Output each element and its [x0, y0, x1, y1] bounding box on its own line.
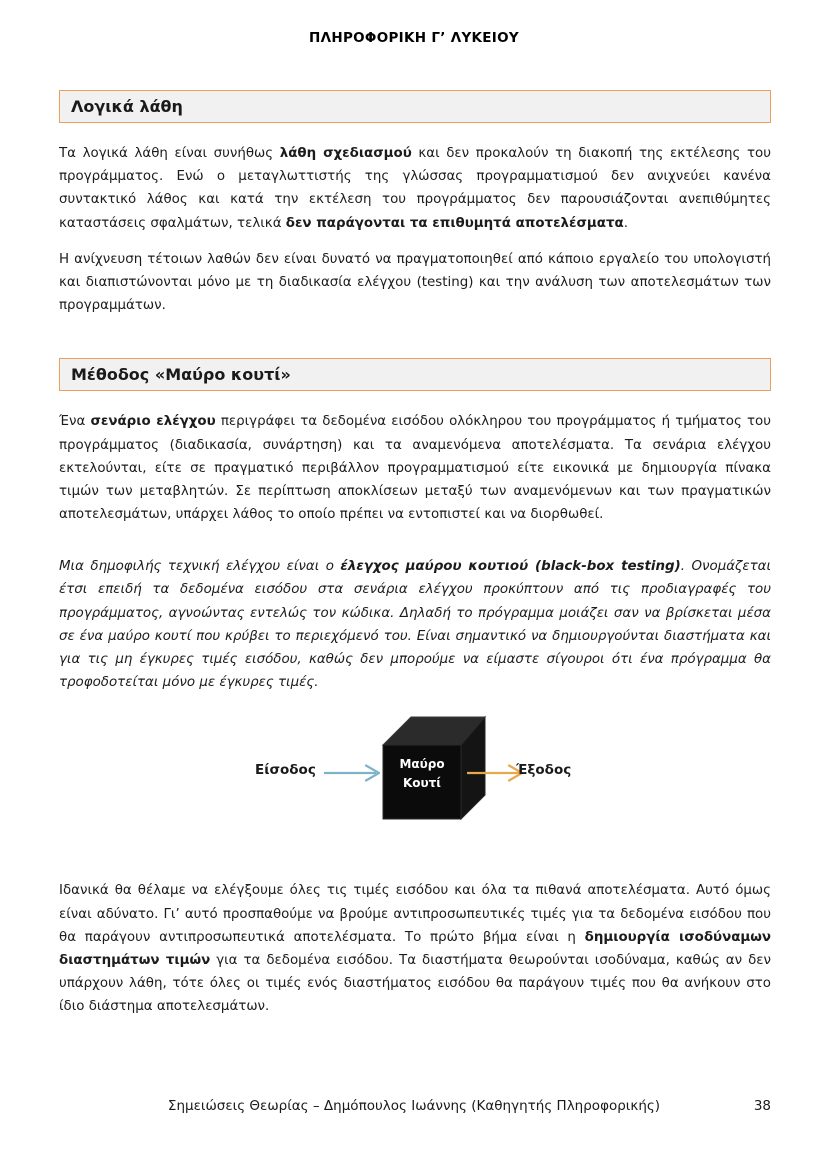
figure-output-label: Έξοδος — [516, 762, 572, 779]
paragraph-test-scenario — [59, 410, 771, 526]
text-run: . Ονομάζεται έτσι επειδή τα δεδομένα εισόδου στα σενάρια ελέγχου προκύπτουν από τις προδιαγραφές του προγράμματος, αγνοώντας εντελώς τον κώδικα. Δηλαδή το πρόγραμμα μοιάζει σαν να βρίσκεται μέσα σε ένα μαύρο κουτί που κρύβει το περιεχόμενό του. Είναι σημαντικό να δημιουργούνται διαστήματα και για τις μη έγκυρες τιμές εισόδου, καθώς δεν μπορούμε να είμαστε σίγουροι ότι ένα πρόγραμμα θα τροφοδοτείται μόνο με έγκυρες τιμές. — [59, 559, 772, 691]
spacer — [59, 835, 771, 879]
paragraph-black-box-testing — [59, 555, 771, 694]
spacer — [59, 330, 771, 358]
section-title: Λογικά λάθη — [71, 96, 183, 116]
text-run-bold: σενάριο ελέγχου — [90, 414, 216, 430]
text-run: Ένα — [59, 414, 91, 430]
text-run-bold: δεν παράγονται τα επιθυμητά αποτελέσματα — [285, 215, 624, 231]
document-content — [59, 90, 771, 1032]
text-run: Τα λογικά λάθη είναι συνήθως — [59, 146, 280, 161]
text-run-bold: έλεγχος μαύρου κουτιού (black-box testing) — [340, 559, 681, 575]
text-run: περιγράφει τα δεδομένα εισόδου ολόκληρου του προγράμματος ή τμήματος του προγράμματος (διαδικασία, συνάρτηση) και τα αναμενόμενα αποτελέσματα. Τα σενάρια ελέγχου εκτελούνται, είτε σε πραγματικό περιβάλλον προγραμματισμού είτε εικονικά με δημιουργία πίνακα τιμών των μεταβλητών. Σε περίπτωση αποκλίσεων μεταξύ των αναμενόμενων και των πραγματικών αποτελεσμάτων, υπάρχει λάθος το οποίο πρέπει να εντοπιστεί και να διορθωθεί. — [59, 414, 771, 523]
text-run: Μια δημοφιλής τεχνική ελέγχου είναι ο — [59, 559, 341, 575]
text-run: Η ανίχνευση τέτοιων λαθών δεν είναι δυνατό να πραγματοποιηθεί από κάποιο εργαλείο του υπολογιστή και διαπιστώνονται μόνο με τη διαδικασία ελέγχου (testing) και την ανάλυση των αποτελεσμάτων των προγραμμάτων. — [59, 251, 771, 314]
page-number: 38 — [753, 1098, 771, 1114]
text-run: για τα δεδομένα εισόδου. Τα διαστήματα θεωρούνται ισοδύναμα, καθώς αν δεν υπάρχουν λάθη, τότε όλες οι τιμές ενός διαστήματος εισόδου θα παράγουν τιμές που θα ανήκουν στο ίδιο διάστημα αποτελεσμάτων. — [59, 952, 771, 1015]
running-head: ΠΛΗΡΟΦΟΡΙΚΗ Γ’ ΛΥΚΕΙΟΥ — [309, 30, 519, 46]
section-heading-logical-errors — [59, 90, 771, 123]
text-run-bold: δημιουργία ισοδύναμων διαστημάτων τιμών — [59, 929, 772, 968]
footer-credit: Σημειώσεις Θεωρίας – Δημόπουλος Ιωάννης (Καθηγητής Πληροφορικής) — [167, 1098, 661, 1114]
text-run: . — [623, 215, 628, 231]
cube-caption-line2: Κουτί — [403, 775, 441, 790]
paragraph-logical-errors-1 — [59, 142, 771, 235]
paragraph-equivalence-intervals — [59, 879, 771, 1018]
cube-caption-line1: Μαύρο — [399, 757, 445, 772]
black-box-figure — [59, 707, 771, 835]
section-heading-black-box-method — [59, 358, 771, 391]
text-run: Ιδανικά θα θέλαμε να ελέγξουμε όλες τις τιμές εισόδου και όλα τα πιθανά αποτελέσματα. Αυτό όμως είναι αδύνατο. Γι’ αυτό προσπαθούμε να βρούμε αντιπροσωπευτικές τιμές για τα δεδομένα εισόδου που θα παράγουν αντιπροσωπευτικά αποτελέσματα. Το πρώτο βήμα είναι η — [59, 883, 771, 945]
text-run: και δεν προκαλούν τη διακοπή της εκτέλεσης του προγράμματος. Ενώ ο μεταγλωττιστής της γλώσσας προγραμματισμού δεν ανιχνεύει κανένα συντακτικό λάθος και κατά την εκτέλεση του προγράμματος δεν παρουσιάζονται ανεπιθύμητες καταστάσεις σφαλμάτων, τελικά — [59, 146, 771, 231]
document-footer — [0, 1098, 828, 1118]
figure-input-label: Είσοδος — [255, 762, 316, 779]
paragraph-logical-errors-2 — [59, 248, 771, 318]
text-run-bold: λάθη σχεδιασμού — [279, 146, 412, 161]
spacer — [59, 539, 771, 555]
section-title: Μέθοδος «Μαύρο κουτί» — [71, 364, 291, 384]
